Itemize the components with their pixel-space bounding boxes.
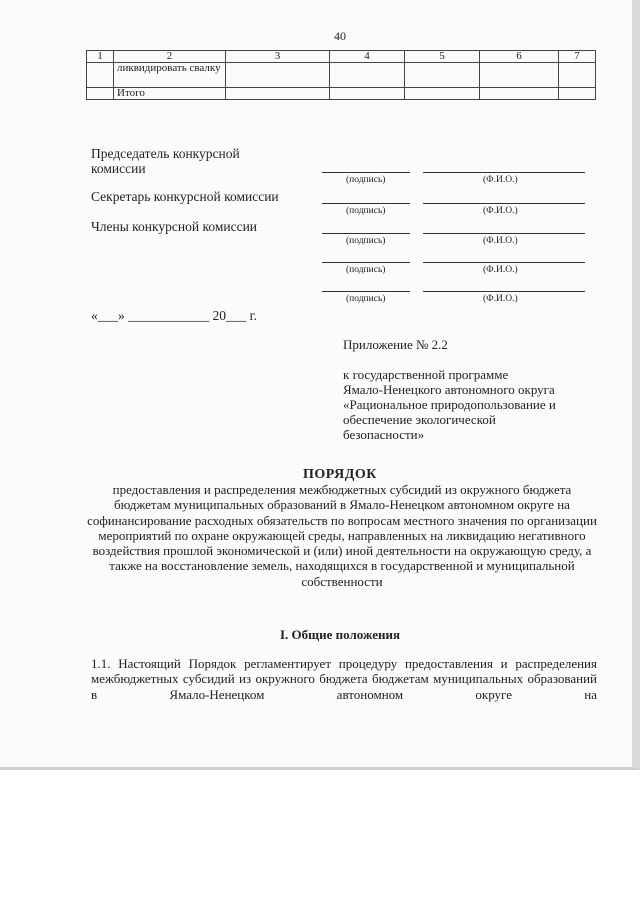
- table-cell-total: Итого: [114, 88, 226, 100]
- fio-line: [423, 262, 585, 263]
- table-header-cell: 2: [114, 51, 226, 63]
- table-header-cell: 1: [87, 51, 114, 63]
- table-header-cell: 6: [480, 51, 559, 63]
- fio-line: [423, 233, 585, 234]
- table-header-cell: 4: [330, 51, 405, 63]
- fio-caption: (Ф.И.О.): [483, 206, 518, 216]
- signature-caption: (подпись): [346, 236, 386, 246]
- signature-line: [322, 233, 410, 234]
- table-header-cell: 3: [226, 51, 330, 63]
- fio-line: [423, 172, 585, 173]
- signature-caption: (подпись): [346, 175, 386, 185]
- fio-caption: (Ф.И.О.): [483, 236, 518, 246]
- signature-line: [322, 172, 410, 173]
- members-label: Члены конкурсной комиссии: [91, 219, 258, 234]
- appendix-ref-line: безопасности»: [343, 427, 425, 442]
- appendix-ref-line: обеспечение экологической: [343, 412, 496, 427]
- appendix-ref-line: к государственной программе: [343, 367, 509, 382]
- chairman-label: Председатель конкурсной комиссии: [91, 146, 240, 176]
- table-row: [87, 63, 596, 88]
- appendix-ref-line: Ямало-Ненецкого автономного округа: [343, 382, 555, 397]
- fio-line: [423, 203, 585, 204]
- table-cell-text: ликвидировать свалку: [114, 63, 226, 88]
- date-line: «___» ____________ 20___ г.: [91, 308, 258, 323]
- signature-line: [322, 203, 410, 204]
- fio-caption: (Ф.И.О.): [483, 265, 518, 275]
- table-header-cell: 5: [405, 51, 480, 63]
- document-title: ПОРЯДОК: [303, 467, 377, 482]
- fio-line: [423, 291, 585, 292]
- signature-caption: (подпись): [346, 265, 386, 275]
- page-number: 40: [334, 29, 346, 43]
- signature-line: [322, 262, 410, 263]
- table-row-total: [87, 88, 596, 100]
- fio-caption: (Ф.И.О.): [483, 294, 518, 304]
- body-paragraph: 1.1. Настоящий Порядок регламентирует процедуру предоставления и распределения межбюджетных субсидий из окружного бюджета бюджетам муниципальных образований в Ямало-Ненецком автономном округе на: [91, 656, 597, 702]
- fio-caption: (Ф.И.О.): [483, 175, 518, 185]
- signature-caption: (подпись): [346, 294, 386, 304]
- secretary-label: Секретарь конкурсной комиссии: [91, 189, 279, 204]
- signature-line: [322, 291, 410, 292]
- data-table: [86, 50, 596, 100]
- table-header-cell: 7: [559, 51, 596, 63]
- document-subtitle: предоставления и распределения межбюджетных субсидий из окружного бюджета бюджетам муниципальных образований в Ямало-Ненецком автономном округе на софинансирование расходных обязательств по вопросам местного значения по организации мероприятий по охране окружающей среды, направленных на ликвидацию негативного воздействия прошлой экономической и (или) иной деятельности на окружающую среду, а также на восстановление земель, находящихся в государственной и муниципальной собственности: [87, 482, 597, 589]
- section-heading: I. Общие положения: [280, 627, 400, 642]
- appendix-ref-line: «Рациональное природопользование и: [343, 397, 556, 412]
- appendix-number: Приложение № 2.2: [343, 337, 448, 352]
- table-header-row: [87, 51, 596, 63]
- signature-caption: (подпись): [346, 206, 386, 216]
